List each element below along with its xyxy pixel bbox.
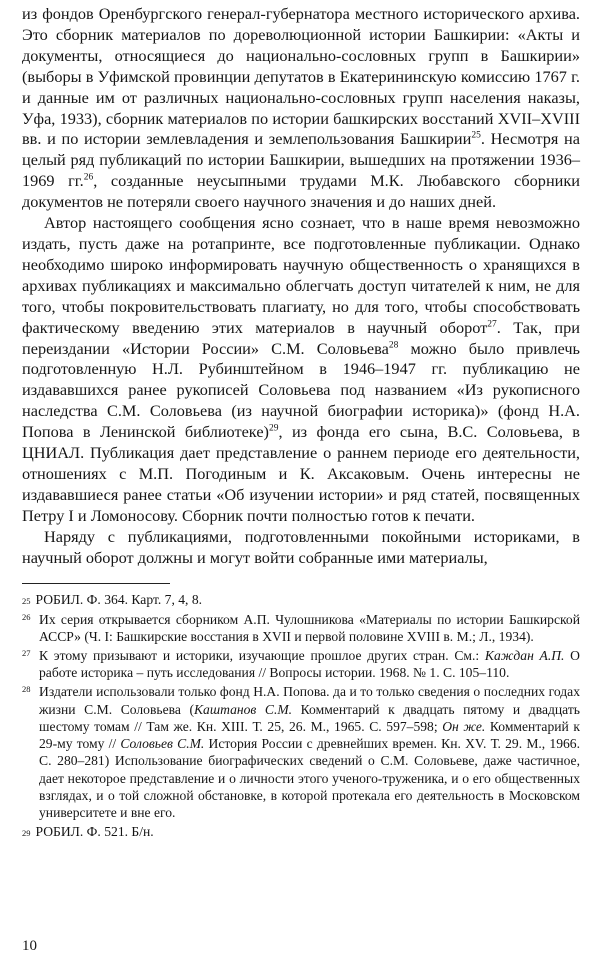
author-name: Соловьев С.М. [120, 736, 205, 752]
footnote-25: 25 РОБИЛ. Ф. 364. Карт. 7, 4, 8. [22, 592, 203, 608]
footnote-ref-26[interactable]: 26 [83, 172, 94, 183]
document-page [22, 4, 580, 842]
footnote-number: 26 [22, 611, 31, 622]
footnotes [22, 591, 580, 840]
footnote-number: 29 [22, 828, 31, 839]
footnote-29: 29 РОБИЛ. Ф. 521. Б/н. [22, 824, 154, 840]
footnote-divider [22, 583, 170, 584]
author-name: Он же. [442, 718, 486, 734]
author-name: Каштанов С.М. [194, 701, 293, 717]
footnote-ref-27[interactable]: 27 [487, 319, 497, 330]
page-number: 10 [22, 938, 37, 954]
footnote-28: 28 Издатели использовали только фонд Н.А. Попова. да и то только сведения о последних годах жизни С.М. Соловьева (Каштанов С.М. Комментарий к двадцать пятому и двадцать шестому томам // Там же. Кн. XIII. Т. 25, 26. М., 1965. С. 597–598; Он же. Комментарий к 29-му тому // Соловьев С.М. История России с древнейших времен. Кн. XV. Т. 29. М., 1966. С. 280–281) Использование биографических сведений о С.М. Соловьеве, даже частичное, дает некоторое представление и о личности этого ученого-труженика, и о его общественных взглядах, и о той сложной обстановке, в которой протекала его деятельность в Московском университете и вне его. [22, 684, 581, 820]
footnote-26: 26 Их серия открывается сборником А.П. Чулошникова «Материалы по истории Башкирской АССР» (Ч. I: Башкирские восстания в XVII и первой половине XVIII в. М.; Л., 1934). [22, 611, 580, 644]
footnote-27: 27 К этому призывают и историки, изучающие прошлое других стран. См.: Каждан А.П. О работе историка – путь исследования // Вопросы истории. 1968. № 1. С. 105–110. [22, 648, 580, 681]
paragraph-1: из фондов Оренбургского генерал-губернатора местного исторического архива. Это сборник материалов по дореволюционной истории Башкирии: «Акты и документы, относящиеся до национально-сословных групп в Башкирии» (выборы в Уфимской провинции депутатов в Екатерининскую комиссию 1767 г. и данные им от различных национально-сословных групп населения наказы, Уфа, 1933), сборник материалов по истории башкирских восстаний XVII–XVIII вв. и по истории землевладения и землепользования Башкирии$^{25}$. Несмотря на целый ряд публикаций по истории Башкирии, вышедших на протяжении 1936–1969 гг.$^{26}$, созданные неусыпными трудами М.К. Любавского сборники документов не потеряли своего научного значения и до наших дней. [22, 4, 580, 212]
paragraph-3: Наряду с публикациями, подготовленными покойными историками, в научный оборот должны и могут войти собранные ими материалы, [22, 526, 580, 567]
paragraph-2: Автор настоящего сообщения ясно сознает, что в наше время невозможно издать, пусть даже на ротапринте, все подготовленные публикации. Однако необходимо широко информировать научную общественность о хранящихся в архивах публикациях и максимально облегчать доступ читателей к ним, не для того, чтобы покровительствовать плагиату, но для того, чтобы способствовать фактическому введению этих материалов в научный оборот$^{27}$. Так, при переиздании «Истории России» С.М. Соловьева$^{28}$ можно было привлечь подготовленную Н.Л. Рубинштейном в 1946–1947 гг. публикацию не издававшихся ранее рукописей Соловьева под названием «Из рукописного наследства С.М. Соловьева (из научной биографии историка)» (фонд Н.А. Попова в Ленинской библиотеке)$^{29}$, из фонда его сына, В.С. Соловьева, в ЦНИАЛ. Публикация дает представление о раннем периоде его деятельности, отношениях с М.П. Погодиным и К. Аксаковым. Очень интересны не издававшиеся ранее статьи «Об изучении истории» и ряд статей, посвященных Петру I и Ломоносову. Сборник почти полностью готов к печати. [22, 213, 580, 525]
footnote-ref-28[interactable]: 28 [388, 340, 399, 351]
footnote-number: 25 [22, 596, 31, 607]
footnote-ref-25[interactable]: 25 [471, 131, 481, 142]
footnote-number: 28 [22, 684, 31, 695]
footnote-number: 27 [22, 648, 31, 659]
footnote-ref-29[interactable]: 29 [268, 423, 279, 434]
author-name: Каждан А.П. [484, 648, 565, 664]
main-text [22, 4, 580, 568]
